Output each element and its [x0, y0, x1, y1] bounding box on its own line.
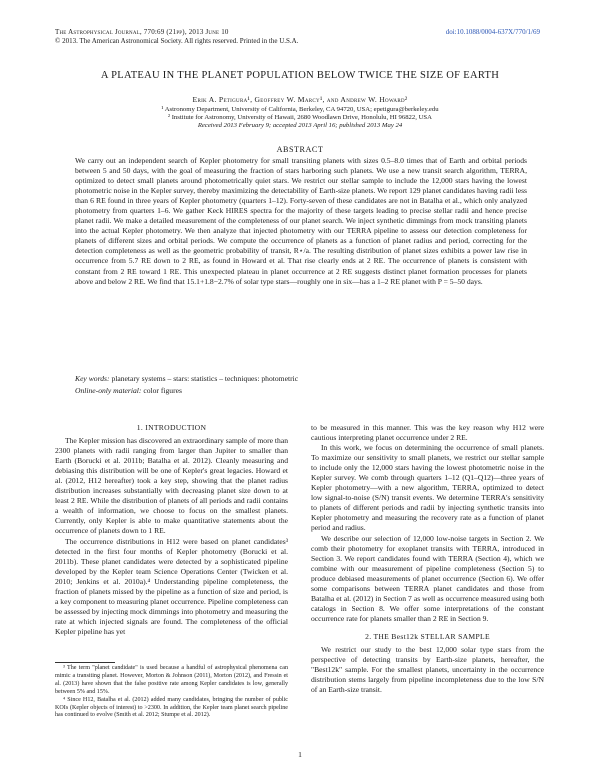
intro-paragraph-1: The Kepler mission has discovered an extraordinary sample of more than 2300 planets with radii ranging from larger than Jupiter to smaller than Earth (Borucki et al. 2011b; Batalha et al. 2012). Cleanly measuring and debiasing this distribution will be one of Kepler's great legacies. Howard et al. (2012, H12 hereafter) took a key step, showing that the planet radius distribution increases substantially with decreasing planet size down to at least 2 RE. While the distribution of planets of all periods and radii contains a wealth of information, we choose to focus on the smallest planets. Currently, only Kepler is able to make quantitative statements about the occurrence of planets down to 1 RE.: [55, 436, 288, 536]
received-dates: Received 2013 February 9; accepted 2013 April 16; published 2013 May 24: [197, 122, 403, 129]
footnote-3: ³ The term "planet candidate" is used because a handful of astrophysical phenomena can mimic a transiting planet. However, Morton & Johnson (2011), Morton (2012), and Fressin et al. (2013) have shown that the false positive rate among Kepler candidates is low, generally between 5% and 15%.: [55, 665, 288, 695]
doi-link[interactable]: doi:10.1088/0004-637X/770/1/69: [445, 28, 540, 36]
page-number: 1: [298, 750, 302, 759]
section-1-heading: 1. INTRODUCTION: [136, 423, 207, 432]
section-2-heading: 2. THE Best12k STELLAR SAMPLE: [365, 631, 490, 641]
right-paragraph-2: In this work, we focus on determining the occurrence of small planets. To maximize our sensitivity to small planets, we restrict our stellar sample to include only the 12,000 stars having the lowest photometric noise in the Kepler survey. We comb through quarters 1–12 (Q1–Q12)—three years of Kepler photometry—with a new algorithm, TERRA, optimized to detect low signal-to-noise (S/N) transit events. We determine TERRA's sensitivity to planets of different periods and radii by injecting synthetic transits into Kepler photometry and measuring the recovery rate as a function of planet period and radius.: [311, 443, 544, 533]
right-paragraph-3: We describe our selection of 12,000 low-noise targets in Section 2. We comb their photometry for exoplanet transits with TERRA, introduced in Section 3. We report candidates found with TERRA (Section 4), which we combine with our measurement of pipeline completeness (Section 5) to produce debiased measurements of planet occurrence (Section 6). We offer some comparisons between TERRA planet candidates and those from Batalha et al. (2012) in Section 7 as well as occurrence measured using both catalogs in Section 8. We offer some interpretations of the constant occurrence rate for planets smaller than 2 RE in Section 9.: [311, 533, 544, 623]
running-header: [55, 28, 298, 46]
affiliation-2: ² Institute for Astronomy, University of Hawaii, 2680 Woodlawn Drive, Honolulu, HI 96822, USA: [168, 114, 432, 121]
paper-title: A PLATEAU IN THE PLANET POPULATION BELOW TWICE THE SIZE OF EARTH: [100, 70, 500, 81]
right-column: [311, 423, 544, 695]
abstract-heading: ABSTRACT: [276, 145, 324, 154]
keywords-label: Key words:: [75, 374, 110, 383]
footnote-4: ⁴ Since H12, Batalha et al. (2012) added many candidates, bringing the number of public KOIs (Kepler objects of interest) to >2300. In addition, the Kepler team planet search pipeline has continued to evolve (Smith et al. 2012; Stumpe et al. 2012).: [55, 696, 288, 719]
section-2-paragraph: We restrict our study to the best 12,000 solar type stars from the perspective of detecting transits by Earth-size planets, hereafter, the "Best12k" sample. For the smallest planets, uncertainty in the occurrence distribution stems largely from pipeline incompleteness due to the low S/N of an Earth-size transit.: [311, 644, 544, 695]
copyright-line: © 2013. The American Astronomical Society. All rights reserved. Printed in the U.S.A.: [55, 37, 299, 45]
keywords: [75, 374, 298, 383]
online-material-value: color figures: [143, 386, 182, 395]
journal-line: The Astrophysical Journal, 770:69 (21pp), 2013 June 10: [55, 28, 229, 36]
section-1: [55, 423, 288, 637]
right-paragraph-1: to be measured in this manner. This was the key reason why H12 were cautious interpreting planet occurrence under 2 RE.: [311, 423, 544, 443]
online-material-label: Online-only material:: [75, 386, 142, 395]
author-list: Erik A. Petigura¹, Geoffrey W. Marcy¹, and Andrew W. Howard²: [192, 95, 408, 104]
keywords-list: planetary systems – stars: statistics – techniques: photometric: [111, 374, 299, 383]
footnote-rule: [55, 662, 115, 663]
footnotes: [55, 665, 288, 720]
intro-paragraph-2: The occurrence distributions in H12 were based on planet candidates³ detected in the first four months of Kepler photometry (Borucki et al. 2011b). These planet candidates were detected by a sophisticated pipeline developed by the Kepler team Science Operations Center (Twicken et al. 2010; Jenkins et al. 2010a).⁴ Understanding pipeline completeness, the fraction of planets missed by the pipeline as a function of size and period, is a key component to measuring planet occurrence. Pipeline completeness can be assessed by injecting mock dimmings into photometry and measuring the rate at which injected signals are found. The completeness of the official Kepler pipeline has yet: [55, 536, 288, 636]
affiliation-1: ¹ Astronomy Department, University of California, Berkeley, CA 94720, USA; epetigura@berkeley.edu: [161, 106, 439, 113]
abstract-text: We carry out an independent search of Kepler photometry for small transiting planets with sizes 0.5–8.0 times that of Earth and orbital periods between 5 and 50 days, with the goal of measuring the fraction of stars harboring such planets. We use a new transit search algorithm, TERRA, optimized to detect small planets around photometrically quiet stars. We restrict our stellar sample to include the 12,000 stars having the lowest photometric noise in the Kepler survey, thereby maximizing the detectability of Earth-size planets. We report 129 planet candidates having radii less than 6 RE found in three years of Kepler photometry (quarters 1–12). Forty-seven of these candidates are not in Batalha et al., which only analyzed photometry from quarters 1–6. We gather Keck HIRES spectra for the majority of these targets leading to precise stellar radii and hence precise planet radii. We make a detailed measurement of the completeness of our planet search. We inject synthetic dimmings from mock transiting planets into the actual Kepler photometry. We then analyze that injected photometry with our TERRA pipeline to assess our detection completeness for planets of different sizes and orbital periods. We compute the occurrence of planets as a function of planet radius and period, correcting for the detection completeness as well as the geometric probability of transit, R⋆/a. The resulting distribution of planet sizes exhibits a power law rise in occurrence from 5.7 RE down to 2 RE, as found in Howard et al. That rise clearly ends at 2 RE. The occurrence of planets is consistent with constant from 2 RE toward 1 RE. This unexpected plateau in planet occurrence at 2 RE suggests distinct planet formation processes for planets above and below 2 RE. We find that 15.1+1.8−2.7% of solar type stars—roughly one in six—has a 1–2 RE planet with P = 5–50 days.: [75, 156, 527, 286]
online-material: [75, 386, 182, 395]
